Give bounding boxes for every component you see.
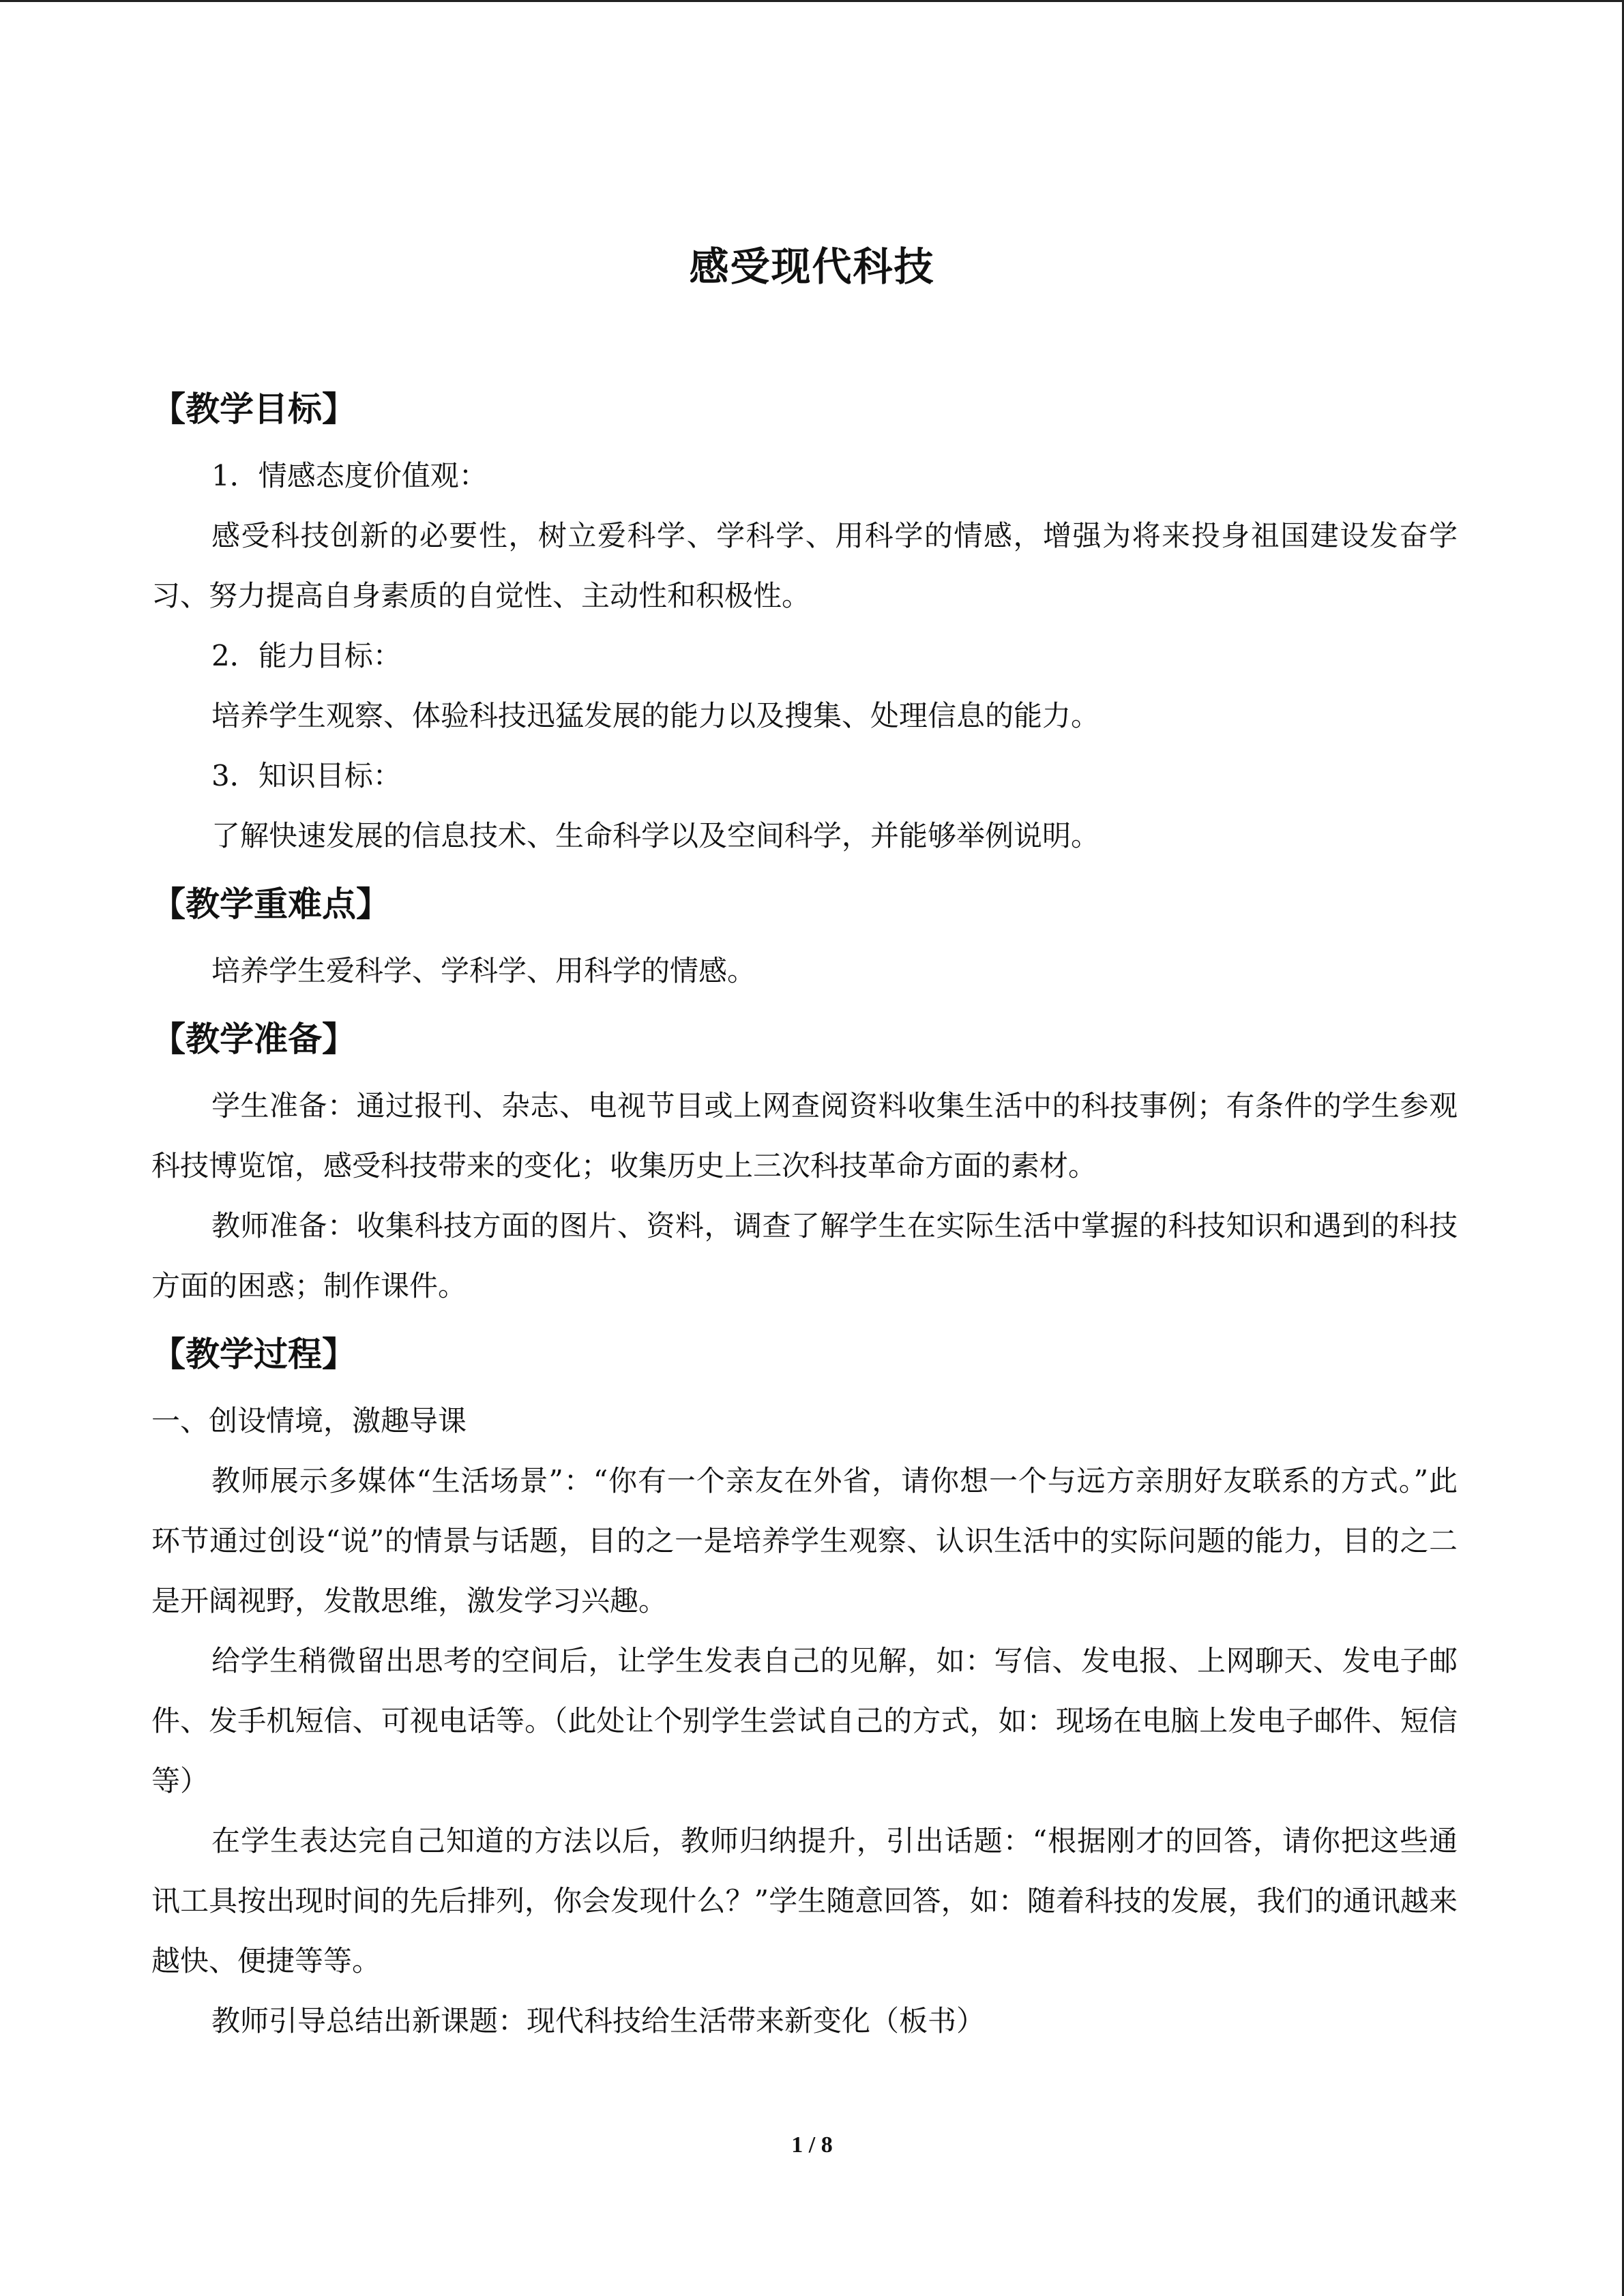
student-preparation: 学生准备：通过报刊、杂志、电视节目或上网查阅资料收集生活中的科技事例；有条件的学生参观科技博览馆，感受科技带来的变化；收集历史上三次科技革命方面的素材。 <box>151 1089 1458 1182</box>
document-title: 感受现代科技 <box>689 243 935 290</box>
page-number: 1 / 8 <box>791 2132 833 2158</box>
process-paragraph: 教师引导总结出新课题：现代科技给生活带来新变化（板书） <box>211 2004 986 2038</box>
goal-2-text: 培养学生观察、体验科技迅猛发展的能力以及搜集、处理信息的能力。 <box>211 699 1100 732</box>
key-points-text: 培养学生爱科学、学科学、用科学的情感。 <box>211 954 756 987</box>
document-body <box>151 382 1458 2051</box>
section-heading-preparation: 【教学准备】 <box>151 1019 356 1059</box>
goal-1-text: 感受科技创新的必要性，树立爱科学、学科学、用科学的情感，增强为将来投身祖国建设发奋学习、努力提高自身素质的自觉性、主动性和积极性。 <box>151 519 1458 612</box>
process-paragraph: 教师展示多媒体“生活场景”：“你有一个亲友在外省，请你想一个与远方亲朋好友联系的方式。”此环节通过创设“说”的情景与话题，目的之一是培养学生观察、认识生活中的实际问题的能力，目的之二是开阔视野，发散思维，激发学习兴趣。 <box>151 1464 1458 1617</box>
process-paragraph: 给学生稍微留出思考的空间后，让学生发表自己的见解，如：写信、发电报、上网聊天、发电子邮件、发手机短信、可视电话等。（此处让个别学生尝试自己的方式，如：现场在电脑上发电子邮件、短信等） <box>151 1644 1458 1798</box>
section-heading-process: 【教学过程】 <box>151 1335 356 1374</box>
process-paragraph: 在学生表达完自己知道的方法以后，教师归纳提升，引出话题：“根据刚才的回答，请你把这些通讯工具按出现时间的先后排列，你会发现什么？”学生随意回答，如：随着科技的发展，我们的通讯越来越快、便捷等等。 <box>151 1824 1458 1978</box>
process-step-1-title: 一、创设情境，激趣导课 <box>151 1404 467 1437</box>
section-heading-goals: 【教学目标】 <box>151 389 356 429</box>
goal-2-label: 2．能力目标： <box>211 639 402 672</box>
goal-3-text: 了解快速发展的信息技术、生命科学以及空间科学，并能够举例说明。 <box>211 819 1100 852</box>
teacher-preparation: 教师准备：收集科技方面的图片、资料，调查了解学生在实际生活中掌握的科技知识和遇到的科技方面的困惑；制作课件。 <box>151 1209 1458 1302</box>
goal-3-label: 3．知识目标： <box>211 759 402 792</box>
section-heading-key-points: 【教学重难点】 <box>151 884 390 924</box>
goal-1-label: 1．情感态度价值观： <box>211 459 488 492</box>
